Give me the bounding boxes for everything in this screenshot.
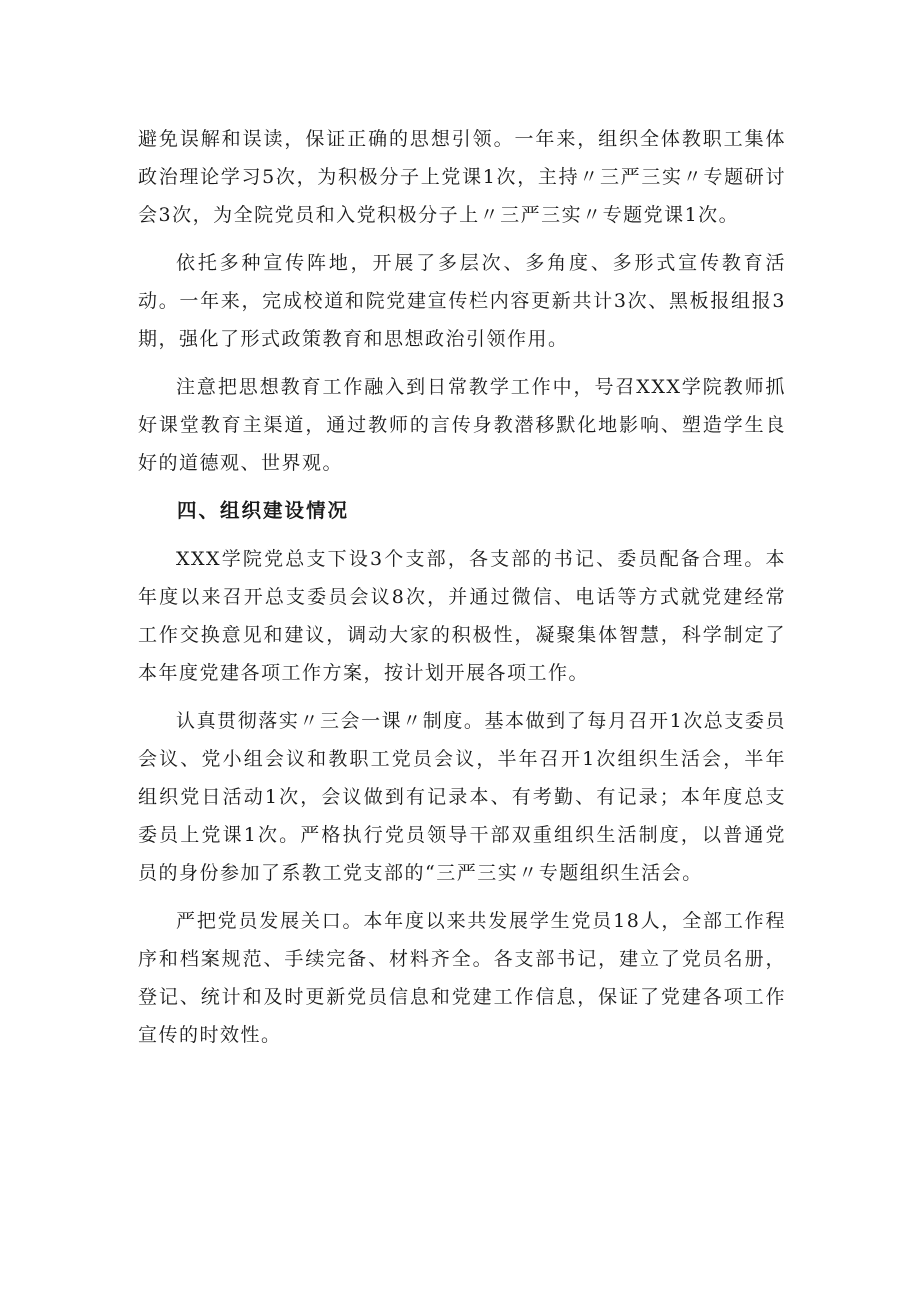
paragraph-theory-study: 避免误解和误读，保证正确的思想引领。一年来，组织全体教职工集体政治理论学习5次，为积极分子上党课1次，主持〃三严三实〃专题研讨会3次，为全院党员和入党积极分子上〃三严三实〃专题党课1次。 (138, 128, 786, 226)
section-heading-organization: 四、组织建设情况 (177, 499, 350, 522)
document-body (138, 120, 786, 1064)
paragraph-classroom-education: 注意把思想教育工作融入到日常教学工作中，号召XXX学院教师抓好课堂教育主渠道，通过教师的言传身教潜移默化地影响、塑造学生良好的道德观、世界观。 (138, 376, 786, 474)
paragraph-three-meetings: 认真贯彻落实〃三会一课〃制度。基本做到了每月召开1次总支委员会议、党小组会议和教职工党员会议，半年召开1次组织生活会，半年组织党日活动1次，会议做到有记录本、有考勤、有记录；本年度总支委员上党课1次。严格执行党员领导干部双重组织生活制度，以普通党员的身份参加了系教工党支部的“三严三实〃专题组织生活会。 (138, 710, 786, 884)
paragraph-publicity: 依托多种宣传阵地，开展了多层次、多角度、多形式宣传教育活动。一年来，完成校道和院党建宣传栏内容更新共计3次、黑板报组报3期，强化了形式政策教育和思想政治引领作用。 (138, 252, 786, 350)
paragraph-member-development: 严把党员发展关口。本年度以来共发展学生党员18人，全部工作程序和档案规范、手续完备、材料齐全。各支部书记，建立了党员名册，登记、统计和及时更新党员信息和党建工作信息，保证了党建各项工作宣传的时效性。 (138, 910, 786, 1046)
paragraph-branch-setup: XXX学院党总支下设3个支部，各支部的书记、委员配备合理。本年度以来召开总支委员会议8次，并通过微信、电话等方式就党建经常工作交换意见和建议，调动大家的积极性，凝聚集体智慧，科学制定了本年度党建各项工作方案，按计划开展各项工作。 (138, 548, 786, 684)
